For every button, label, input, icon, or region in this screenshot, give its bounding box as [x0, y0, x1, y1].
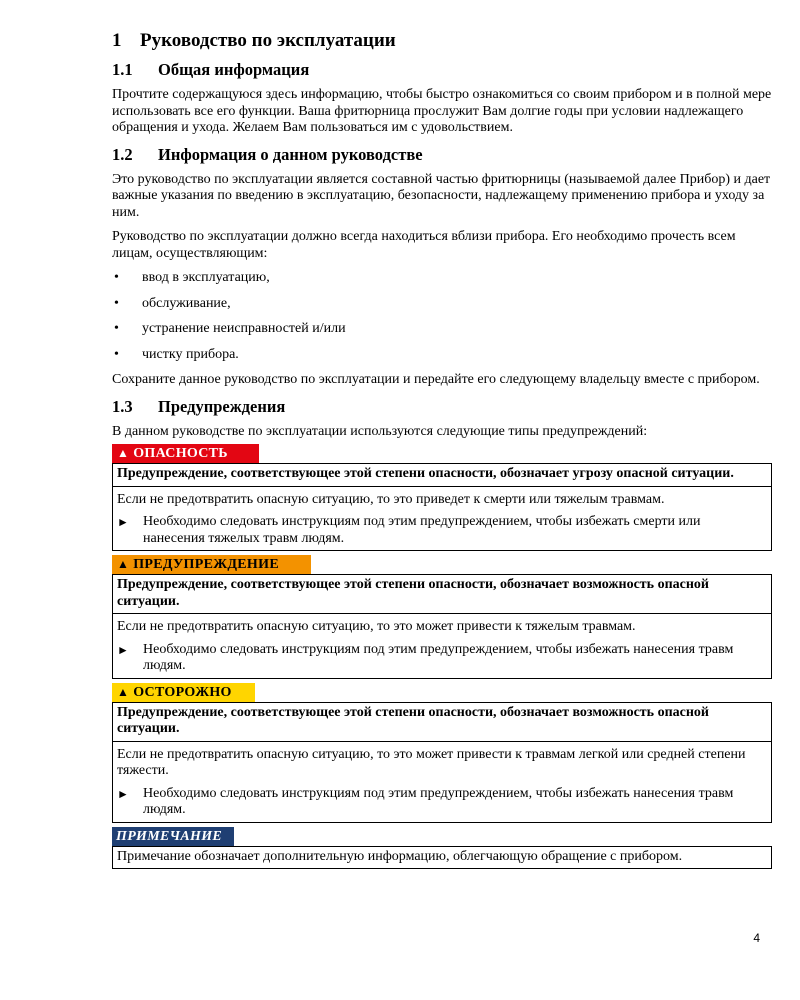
bullet-icon: •: [114, 321, 119, 336]
arrow-icon: ►: [117, 515, 129, 529]
warning-triangle-icon: ▲: [117, 684, 130, 699]
section-number: 1.1: [112, 60, 133, 79]
divider: [113, 741, 771, 742]
warning-action: ► Необходимо следовать инструкциям под этим предупреждением, чтобы избежать нанесения травм людям.: [117, 641, 734, 673]
manual-info-paragraph-3: Сохраните данное руководство по эксплуатации и передайте его следующему владельцу вместе с прибором.: [112, 372, 760, 387]
page-number: 4: [753, 931, 760, 945]
arrow-icon: ►: [117, 786, 129, 801]
caution-action: ► Необходимо следовать инструкциям под этим предупреждением, чтобы избежать нанесения травм людям.: [117, 785, 734, 817]
general-info-paragraph: Прочтите содержащуюся здесь информацию, чтобы быстро ознакомиться со своим прибором и в полной мере использовать все его функции. Ваша фритюрница прослужит Вам долгие годы при условии надлежащего обращения и ухода. Желаем Вам пользоваться им с удовольствием.: [112, 87, 772, 135]
note-text: Примечание обозначает дополнительную информацию, облегчающую обращение с прибором.: [117, 848, 683, 864]
danger-label: ▲ ОПАСНОСТЬ: [112, 444, 259, 463]
warning-box: [112, 574, 772, 679]
caution-lead: Предупреждение, соответствующее этой степени опасности, обозначает возможность опасной ситуации.: [117, 704, 709, 736]
section-1-2-heading: [112, 145, 772, 165]
danger-lead: Предупреждение, соответствующее этой степени опасности, обозначает угрозу опасной ситуации.: [117, 466, 734, 481]
chapter-number: 1: [112, 30, 122, 51]
danger-box: [112, 463, 772, 551]
warning-notice: [112, 555, 772, 679]
bullet-icon: •: [114, 346, 119, 362]
chapter-title: Руководство по эксплуатации: [140, 30, 396, 51]
divider: [113, 486, 771, 487]
caution-label: ▲ ОСТОРОЖНО: [112, 683, 255, 702]
section-1-3-heading: [112, 397, 772, 417]
section-title: Информация о данном руководстве: [158, 144, 423, 164]
chapter-heading: [112, 30, 772, 52]
section-title: Общая информация: [158, 60, 310, 79]
note-label: ПРИМЕЧАНИЕ: [112, 827, 234, 846]
warning-triangle-icon: ▲: [117, 557, 130, 571]
warning-label: ▲ ПРЕДУПРЕЖДЕНИЕ: [112, 555, 311, 574]
caution-box: [112, 702, 772, 823]
section-number: 1.3: [112, 396, 133, 416]
list-item: • чистку прибора.: [114, 346, 239, 362]
danger-notice: [112, 444, 772, 551]
section-1-1-heading: [112, 60, 772, 80]
document-page: [112, 30, 772, 873]
manual-info-paragraph-2: Руководство по эксплуатации должно всегда находиться вблизи прибора. Его необходимо прочесть всем лицам, осуществляющим:: [112, 229, 736, 261]
warning-text: Если не предотвратить опасную ситуацию, то это может привести к тяжелым травмам.: [117, 619, 636, 634]
warning-triangle-icon: ▲: [117, 446, 130, 460]
manual-info-paragraph-1: Это руководство по эксплуатации является составной частью фритюрницы (называемой далее Прибор) и дает важные указания по введению в эксплуатацию, безопасности, надлежащему применению прибора и уходу за ним.: [112, 171, 771, 220]
warning-lead: Предупреждение, соответствующее этой степени опасности, обозначает возможность опасной ситуации.: [117, 577, 709, 609]
note-notice: [112, 827, 772, 870]
danger-text: Если не предотвратить опасную ситуацию, то это приведет к смерти или тяжелым травмам.: [117, 491, 665, 507]
section-number: 1.2: [112, 144, 133, 164]
bullet-icon: •: [114, 270, 119, 285]
caution-text: Если не предотвратить опасную ситуацию, то это может привести к травмам легкой или средней степени тяжести.: [117, 746, 746, 778]
warnings-intro: В данном руководстве по эксплуатации используются следующие типы предупреждений:: [112, 423, 648, 439]
list-item: • обслуживание,: [114, 295, 231, 311]
note-box: [112, 846, 772, 870]
section-title: Предупреждения: [158, 396, 286, 416]
list-item: • устранение неисправностей и/или: [114, 321, 346, 336]
divider: [113, 613, 771, 614]
persons-list: [112, 270, 772, 363]
caution-notice: [112, 683, 772, 823]
list-item: • ввод в эксплуатацию,: [114, 270, 270, 285]
arrow-icon: ►: [117, 642, 129, 657]
bullet-icon: •: [114, 295, 119, 311]
danger-action: ► Необходимо следовать инструкциям под этим предупреждением, чтобы избежать смерти или нанесения тяжелых травм людям.: [117, 514, 701, 546]
